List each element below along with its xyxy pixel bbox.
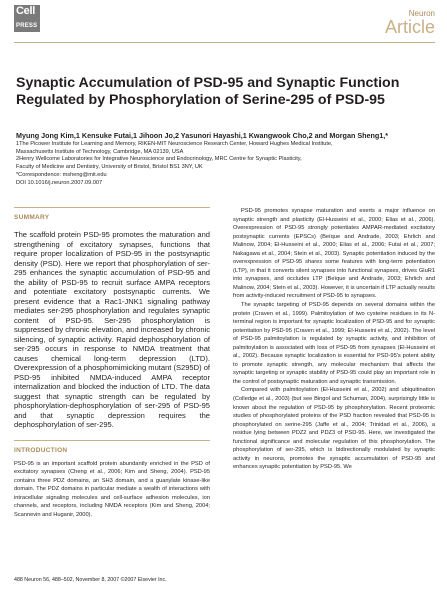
left-column	[14, 207, 210, 519]
cell-press-logo	[14, 5, 40, 32]
article-type: Article	[384, 17, 435, 37]
affiliation-line: 1The Picower Institute for Learning and Memory, RIKEN-MIT Neuroscience Research Center, Howard Hughes Medical Institute,	[16, 141, 333, 147]
journal-header	[385, 10, 435, 37]
affiliation-line: Faculty of Medicine and Dentistry, University of Bristol, Bristol BS1 3NY, UK	[16, 164, 203, 171]
right-column	[233, 207, 435, 472]
correspondence: *Correspondence: msheng@mit.edu	[16, 171, 107, 178]
introduction-text: PSD-95 is an important scaffold protein abundantly enriched in the PSD of excitatory synapses (Cheng et al., 2006; Kim and Sheng, 2004). PSD-95 contains three PDZ domains, an SH3 domain, and a guanylate kinase-like domain. The PDZ domains in particular mediate a wealth of interactions with intracellular signaling molecules and cell-surface adhesion molecules, ion channels, and receptors, including NMDA receptors (Kim and Sheng, 2004; Scannevin and Huganir, 2000).	[14, 460, 210, 518]
journal-name: Neuron	[408, 9, 435, 18]
affiliations	[16, 141, 436, 187]
doi: DOI 10.1016/j.neuron.2007.09.007	[16, 179, 103, 186]
section-divider	[14, 207, 210, 208]
header-divider	[14, 42, 435, 43]
affiliation-line: Massachusetts Institute of Technology, Cambridge, MA 02139, USA	[16, 148, 184, 155]
logo-line2: PRESS	[16, 23, 38, 29]
logo-line1: Cell	[16, 5, 35, 17]
page-footer: 488 Neuron 56, 488–502, November 8, 2007 ©2007 Elsevier Inc.	[14, 577, 167, 583]
section-divider	[14, 440, 210, 441]
body-paragraph: Compared with palmitoylation (El-Husseini et al., 2002) and ubiquitination (Colledge et al., 2003) (but see Bingol and Schuman, 2004), surprisingly little is known about the regulation of PSD-95 by phosphorylation. Recent proteomic studies of phosphorylated proteins of the PSD fraction revealed that PSD-95 is phosphorylated on serine-295 (Jaffe et al., 2004; Trinidad et al., 2006), a residue lying between PDZ2 and PDZ3 of PSD-95. Here, we investigated the functional significance and molecular regulation of this phosphorylation. The phosphorylation of ser-295, which is bidirectionally modulated by synaptic activity in neurons, promotes the synaptic accumulation of PSD-95 and enhances synaptic potentiation by PSD-95. We	[233, 387, 435, 471]
introduction-heading: INTRODUCTION	[14, 446, 68, 454]
affiliation-line: 2Henry Wellcome Laboratories for Integrative Neuroscience and Endocrinology, MRC Centre for Synaptic Plasticity,	[16, 156, 302, 163]
summary-heading: SUMMARY	[14, 214, 50, 221]
summary-text: The scaffold protein PSD-95 promotes the maturation and strengthening of excitatory synapses, functions that require proper localization of PSD-95 in the postsynaptic density (PSD). Here we report that phosphorylation of ser-295 enhances the synaptic accumulation of PSD-95 and the ability of PSD-95 to recruit surface AMPA receptors and potentiate excitatory postsynaptic currents. We present evidence that a Rac1-JNK1 signaling pathway mediates ser-295 phosphorylation and regulates synaptic content of PSD-95. Ser-295 phosphorylation is suppressed by chronic elevation, and increased by chronic silencing, of synaptic activity. Rapid dephosphorylation of ser-295 occurs in response to NMDA treatment that causes chemical long-term depression (LTD). Overexpression of a phosphomimicking mutant (S295D) of PSD-95 inhibited NMDA-induced AMPA receptor internalization and blocked the induction of LTD. The data suggest that synaptic strength can be regulated by phosphorylation-dephosphorylation of ser-295 of PSD-95 and that synaptic depression requires the dephosphorylation of ser-295.	[14, 230, 210, 429]
body-paragraph: PSD-95 promotes synapse maturation and exerts a major influence on synaptic strength and plasticity (El-Husseini et al., 2000; Elias et al., 2006). Overexpression of PSD-95 strongly potentiates AMPAR-mediated excitatory postsynaptic currents (EPSCs) (Beïque and Andrade, 2003; Ehrlich and Malinow, 2004; El-Husseini et al., 2000; Elias et al., 2006; Futai et al., 2007; Nakagawa et al., 2004; Stein et al., 2003). Synaptic potentiation induced by the overexpression of PSD-95 shares some features with long-term potentiation (LTP), in that it converts silent synapses into functional synapses, drives GluR1 into synapses, and occludes LTP (Beïque and Andrade, 2003; Ehrlich and Malinow, 2004; Stein et al., 2003). However, it is uncertain if LTP actually results from activity-induced recruitment of PSD-95 to synapses.	[233, 208, 435, 300]
article-title: Synaptic Accumulation of PSD-95 and Synaptic Function Regulated by Phosphorylation of Serine-295 of PSD-95	[16, 75, 400, 108]
body-paragraph: The synaptic targeting of PSD-95 depends on several domains within the protein (Craven et al., 1999). Palmitoylation of two cysteine residues in its N-terminal region is important for synaptic localization of PSD-95 and for synaptic potentiation by PSD-95 (Craven et al., 1999; El-Husseini et al., 2002). The level of PSD-95 palmitoylation is regulated by synaptic activity, and inhibition of palmitoylation is associated with loss of PSD-95 from synapses (El-Husseini et al., 2002). Because synaptic localization is essential for PSD-95's potent ability to promote synaptic strength, any molecular mechanism that affects the synaptic targeting or synaptic stability of PSD-95 could play an important role in the control of postsynaptic maturation and synaptic transmission.	[233, 302, 435, 385]
author-list: Myung Jong Kim,1 Kensuke Futai,1 Jihoon Jo,2 Yasunori Hayashi,1 Kwangwook Cho,2 and Morgan Sheng1,*	[16, 131, 389, 140]
